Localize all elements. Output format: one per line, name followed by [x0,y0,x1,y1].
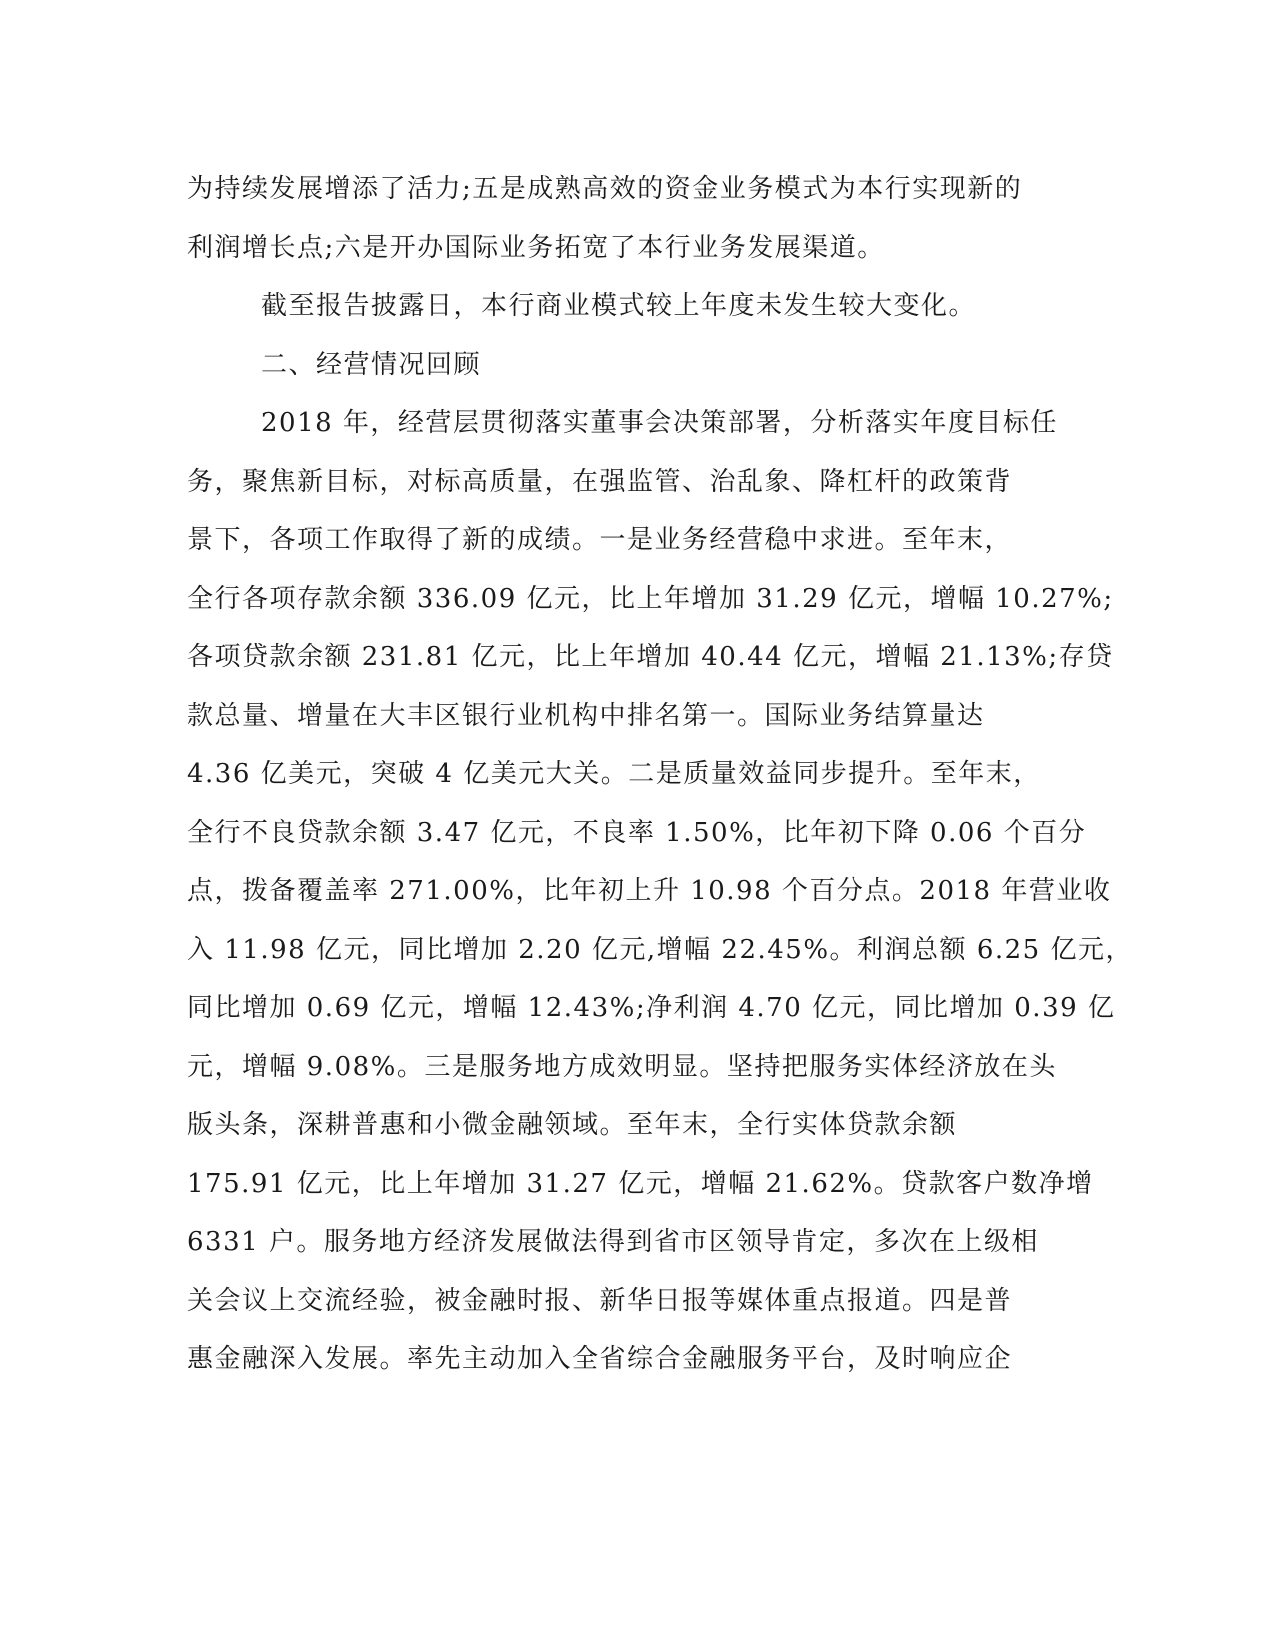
text-line: 惠金融深入发展。率先主动加入全省综合金融服务平台，及时响应企 [187,1344,1013,1374]
text-line: 为持续发展增添了活力;五是成熟高效的资金业务模式为本行实现新的 [187,174,1023,204]
text-line: 各项贷款余额 231.81 亿元，比上年增加 40.44 亿元，增幅 21.13%;存贷 [187,642,1114,672]
text-line: 2018 年，经营层贯彻落实董事会决策部署，分析落实年度目标任 [261,408,1058,438]
text-line: 关会议上交流经验，被金融时报、新华日报等媒体重点报道。四是普 [187,1285,1013,1316]
text-line: 截至报告披露日，本行商业模式较上年度未发生较大变化。 [261,291,977,321]
text-line: 利润增长点;六是开办国际业务拓宽了本行业务发展渠道。 [187,232,885,263]
body-text [187,160,1133,1389]
text-line: 款总量、增量在大丰区银行业机构中排名第一。国际业务结算量达 [187,700,985,731]
text-line: 175.91 亿元，比上年增加 31.27 亿元，增幅 21.62%。贷款客户数净增 [187,1168,1094,1199]
text-line: 入 11.98 亿元，同比增加 2.20 亿元,增幅 22.45%。利润总额 6.25 亿元， [187,934,1133,965]
text-line: 点，拨备覆盖率 271.00%，比年初上升 10.98 个百分点。2018 年营业收 [187,876,1112,906]
text-line: 6331 户。服务地方经济发展做法得到省市区领导肯定，多次在上级相 [187,1227,1039,1257]
text-line: 二、经营情况回顾 [261,349,482,380]
text-line: 全行各项存款余额 336.09 亿元，比上年增加 31.29 亿元，增幅 10.27%; [187,583,1114,614]
text-line: 景下，各项工作取得了新的成绩。一是业务经营稳中求进。至年末， [187,525,1013,555]
text-line: 全行不良贷款余额 3.47 亿元，不良率 1.50%，比年初下降 0.06 个百分 [187,817,1087,848]
text-line: 版头条，深耕普惠和小微金融领域。至年末，全行实体贷款余额 [187,1110,958,1140]
text-line: 元，增幅 9.08%。三是服务地方成效明显。坚持把服务实体经济放在头 [187,1051,1057,1082]
text-line: 同比增加 0.69 亿元，增幅 12.43%;净利润 4.70 亿元，同比增加 0.39 亿 [187,993,1116,1023]
text-line: 4.36 亿美元，突破 4 亿美元大关。二是质量效益同步提升。至年末， [187,759,1041,789]
text-line: 务，聚焦新目标，对标高质量，在强监管、治乱象、降杠杆的政策背 [187,466,1013,497]
